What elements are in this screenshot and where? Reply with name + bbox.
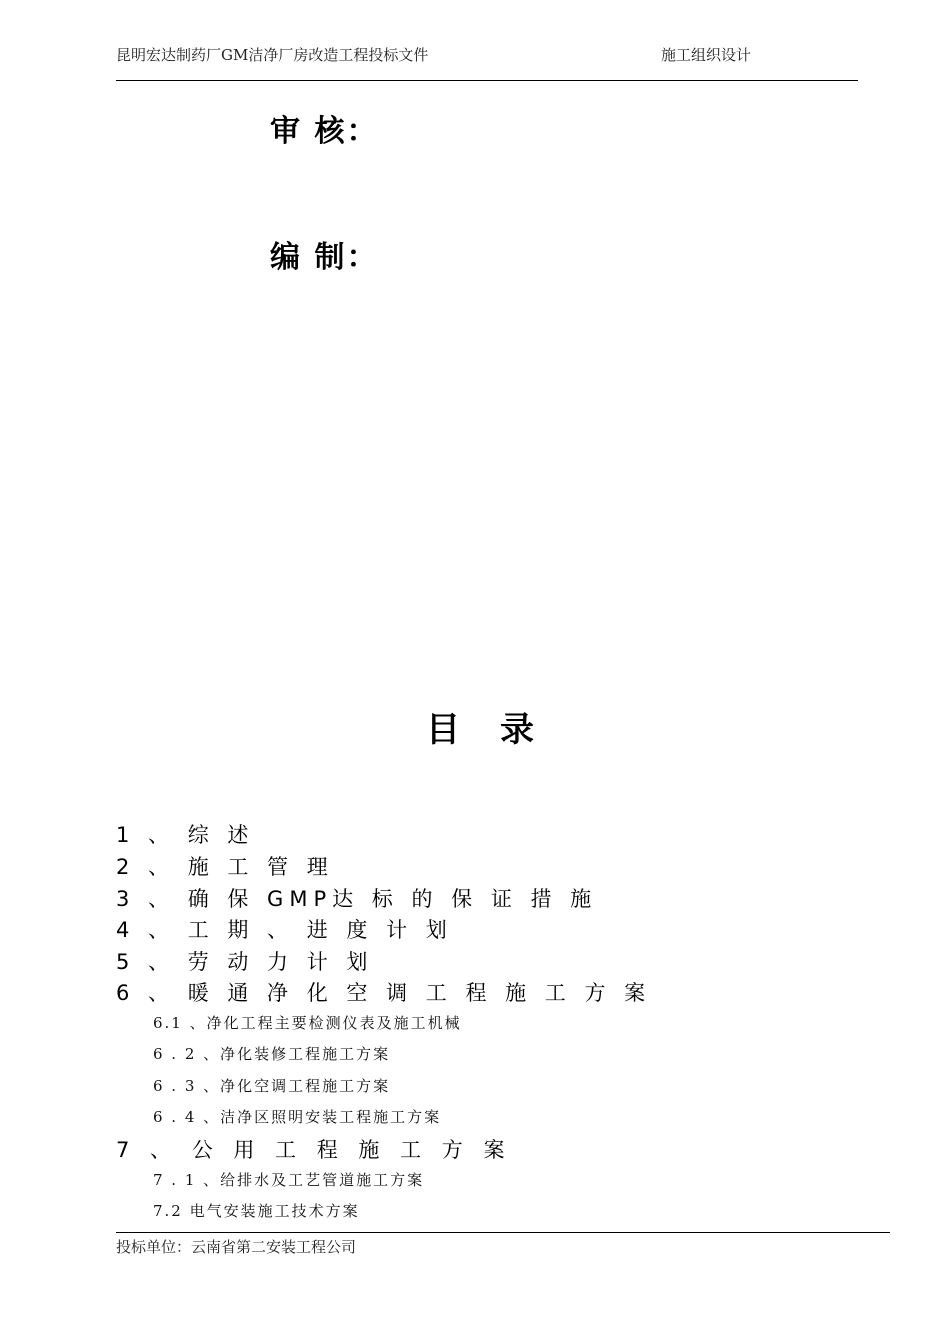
header-section-title: 施工组织设计 <box>661 46 752 64</box>
header-document-title: 昆明宏达制药厂GM洁净厂房改造工程投标文件 <box>116 46 429 64</box>
toc-subitem-6-2: 6 . 2 、净化装修工程施工方案 <box>153 1045 391 1063</box>
toc-subitem-7-2: 7.2 电气安装施工技术方案 <box>153 1202 360 1220</box>
compiler-label: 编 制： <box>270 240 379 275</box>
reviewer-label: 审 核： <box>270 114 379 149</box>
toc-subitem-6-1: 6.1 、净化工程主要检测仪表及施工机械 <box>153 1014 462 1032</box>
toc-subitem-6-3: 6 . 3 、净化空调工程施工方案 <box>153 1077 391 1095</box>
toc-item-5: 5 、 劳 动 力 计 划 <box>116 950 374 974</box>
toc-subitem-7-1: 7 . 1 、给排水及工艺管道施工方案 <box>153 1171 425 1189</box>
toc-item-7: 7 、 公 用 工 程 施 工 方 案 <box>116 1138 512 1162</box>
toc-item-1: 1 、 综 述 <box>116 823 255 847</box>
footer-divider <box>116 1232 890 1233</box>
footer-bidder: 投标单位：云南省第二安装工程公司 <box>116 1238 357 1256</box>
toc-title: 目录 <box>426 710 574 750</box>
toc-item-6: 6 、 暖 通 净 化 空 调 工 程 施 工 方 案 <box>116 981 652 1005</box>
header-divider <box>116 80 858 81</box>
toc-item-3: 3 、 确 保 GMP达 标 的 保 证 措 施 <box>116 887 598 911</box>
toc-item-4: 4 、 工 期 、 进 度 计 划 <box>116 918 453 942</box>
toc-item-2: 2 、 施 工 管 理 <box>116 855 334 879</box>
toc-subitem-6-4: 6 . 4 、洁净区照明安装工程施工方案 <box>153 1108 442 1126</box>
